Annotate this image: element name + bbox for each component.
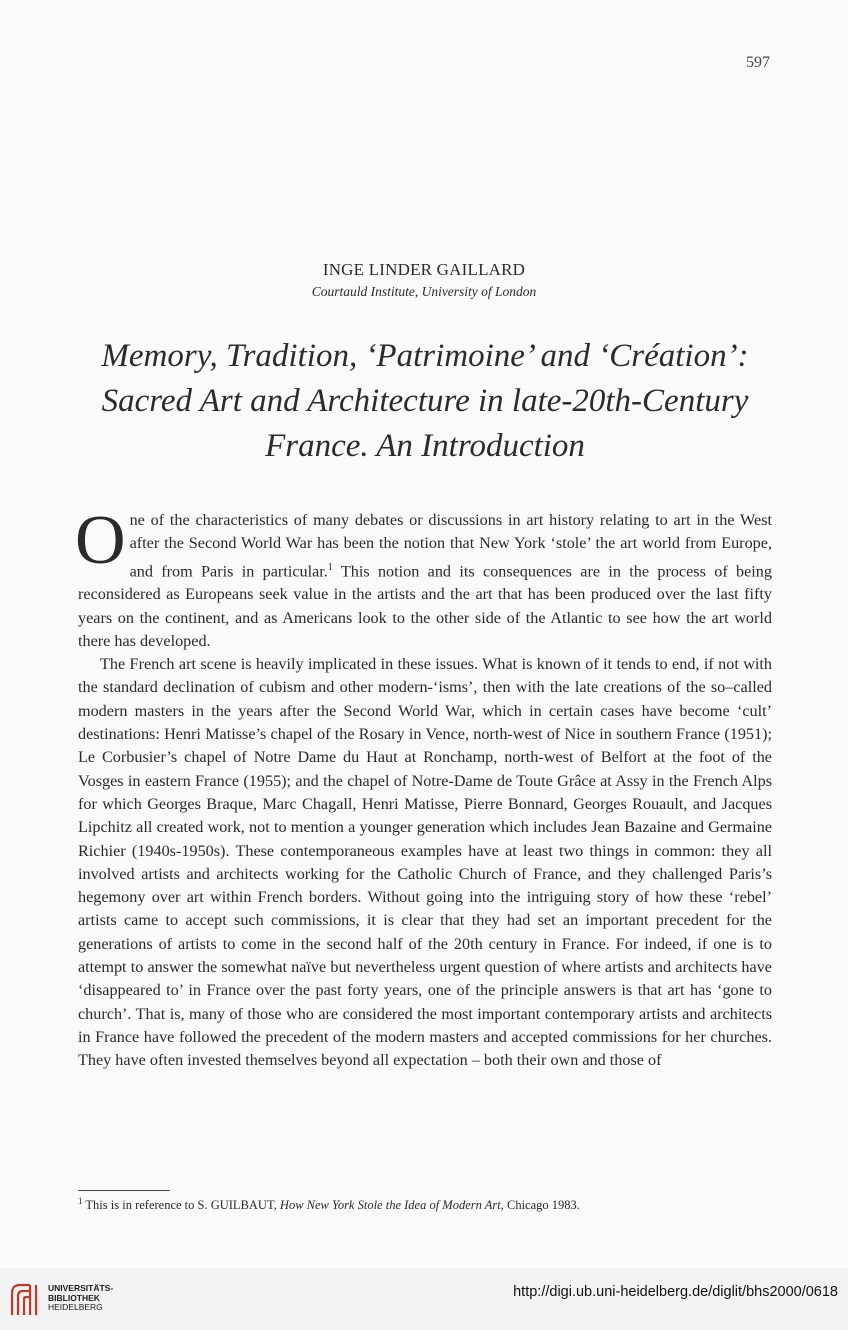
article-title	[60, 334, 790, 469]
library-name-line: BIBLIOTHEK	[48, 1292, 100, 1303]
author-name: INGE LINDER GAILLARD	[322, 260, 526, 279]
title-line: Sacred Art and Architecture in late-20th-Century	[101, 383, 749, 419]
library-name-line: HEIDELBERG	[48, 1302, 103, 1312]
title-line: France. An Introduction	[265, 428, 585, 464]
drop-cap: O	[75, 502, 126, 579]
footnote-text-a: This is in reference to S. GUILBAUT,	[85, 1198, 280, 1213]
footnote-book-title: How New York Stole the Idea of Modern Art	[279, 1198, 501, 1213]
paragraph-1	[75, 502, 772, 653]
author-affiliation: Courtauld Institute, University of London	[311, 284, 537, 299]
page-number: 597	[746, 54, 770, 71]
title-line: Memory, Tradition, ‘Patrimoine’ and ‘Création’:	[101, 338, 749, 374]
article-body	[75, 502, 772, 1073]
library-name-line: UNIVERSITÄTS-	[48, 1283, 114, 1293]
footnote-ref[interactable]: 1	[327, 561, 333, 573]
footnote-text-b: , Chicago 1983.	[500, 1198, 580, 1213]
library-footer	[0, 1268, 848, 1330]
paragraph-2: The French art scene is heavily implicated in these issues. What is known of it tends to end, if not with the standard declination of cubism and other modern-‘isms’, then with the late creations of the so–called modern masters in the years after the Second World War, which in certain cases have become ‘cult’ destinations: Henri Matisse’s chapel of the Rosary in Vence, north-west of Nice in southern France (1951); Le Corbusier’s chapel of Notre Dame du Haut at Ronchamp, north-west of Belfort at the foot of the Vosges in eastern France (1955); and the chapel of Notre-Dame de Toute Grâce at Assy in the French Alps for which Georges Braque, Marc Chagall, Henri Matisse, Pierre Bonnard, Georges Rouault, and Jacques Lipchitz all created work, not to mention a younger generation which includes Jean Bazaine and Germaine Richier (1940s-1950s). These contemporaneous examples have at least two things in common: they all involved artists and architects working for the Catholic Church of France, and they challenged Paris’s hegemony over art within French borders. Without going into the intriguing story of how these ‘rebel’ artists came to accept such commissions, it is clear that they had set an important precedent for the generations of artists to come in the second half of the 20th century in France. For indeed, if one is to attempt to answer the somewhat naïve but nevertheless urgent question of where artists and architects have ‘disappeared to’ in France over the past forty years, one of the principle answers is that art has ‘gone to church’. That is, many of those who are considered the most important contemporary artists and architects in France have followed the precedent of the modern masters and accepted commissions for her churches. They have often invested themselves beyond all expectation – both their own and those of	[78, 655, 772, 1070]
footnote-divider	[78, 1190, 170, 1191]
footnote-number: 1	[78, 1196, 83, 1206]
footnote	[78, 1196, 778, 1213]
library-name	[48, 1284, 113, 1313]
source-url-link[interactable]: http://digi.ub.uni-heidelberg.de/diglit/bhs2000/0618	[513, 1284, 838, 1300]
paragraph-1-text-a: ne of the characteristics of many debates or discussions in art history relating to art in the West after the Second World War has been the notion that New York ‘stole’ the art world from Europe, and from Paris in particular.	[129, 511, 772, 580]
paragraph-1-text-b: This notion and its consequences are in the process of being reconsidered as Europeans seek value in the artists and the art that has been produced over the last fifty years on the continent, and as Americans look to the other side of the Atlantic to see how the art world there has developed.	[78, 561, 772, 650]
library-logo-icon	[8, 1281, 42, 1317]
